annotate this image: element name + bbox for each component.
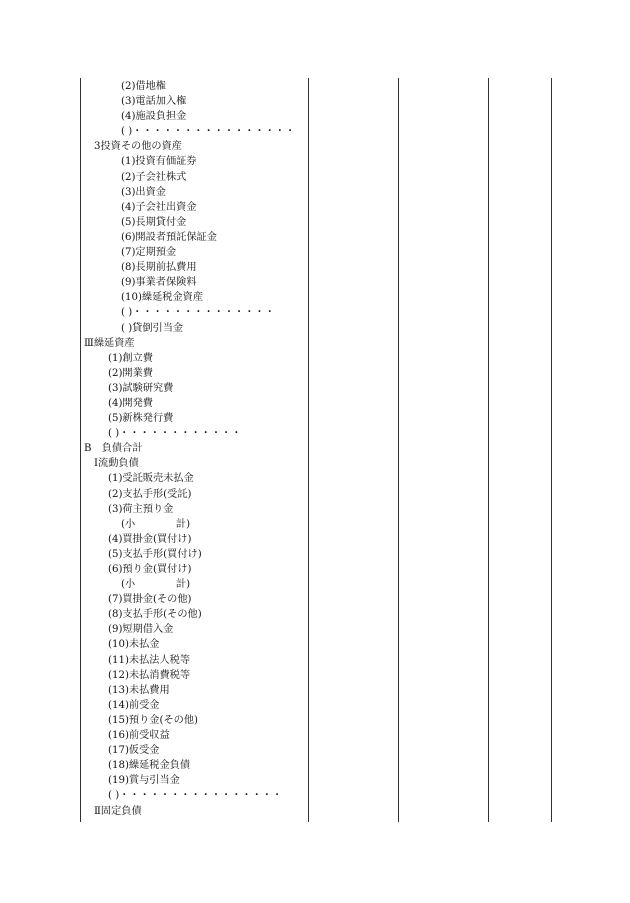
account-label: Ⅱ固定負債 [94, 805, 142, 817]
account-row [80, 804, 308, 819]
account-row [80, 154, 308, 169]
account-row [80, 351, 308, 366]
account-row [80, 728, 308, 743]
account-row [80, 230, 308, 245]
account-label: (5)長期貸付金 [121, 216, 187, 228]
account-label: (8)長期前払費用 [121, 262, 197, 274]
account-row [80, 245, 308, 260]
account-label: ( )・・・・・・・・・・・・・・・・ [121, 126, 296, 138]
account-row [80, 562, 308, 577]
account-row [80, 200, 308, 215]
account-label: ( )・・・・・・・・・・・・・・・・ [108, 790, 283, 802]
account-row [80, 441, 308, 456]
account-row [80, 502, 308, 517]
account-items-column [80, 79, 308, 819]
account-label: (3)出資金 [121, 186, 166, 198]
account-label: (1)受託販売未払金 [108, 473, 194, 485]
account-label: (12)未払消費税等 [108, 669, 191, 681]
account-label: ( )貸倒引当金 [121, 322, 184, 334]
account-row [80, 426, 308, 441]
account-label: (7)買掛金(その他) [108, 594, 192, 606]
account-row [80, 109, 308, 124]
account-label: (7)定期預金 [121, 247, 177, 259]
account-row [80, 471, 308, 486]
account-row [80, 396, 308, 411]
account-row [80, 517, 308, 532]
account-row [80, 290, 308, 305]
account-row [80, 456, 308, 471]
account-row [80, 124, 308, 139]
account-row [80, 79, 308, 94]
column-divider-2 [398, 78, 399, 822]
account-row [80, 668, 308, 683]
account-label: B 負債合計 [84, 443, 143, 455]
account-label: (8)支払手形(その他) [108, 609, 202, 621]
account-label: ( )・・・・・・・・・・・・ [108, 428, 242, 440]
account-label: (5)支払手形(買付け) [108, 548, 202, 560]
account-label: (1)投資有価証券 [121, 156, 197, 168]
account-label: (4)買掛金(買付け) [108, 533, 192, 545]
account-label: (6)開設者預託保証金 [121, 231, 217, 243]
account-row [80, 532, 308, 547]
account-label: (2)借地権 [121, 81, 166, 92]
account-label: 3投資その他の資産 [94, 141, 182, 153]
account-row [80, 653, 308, 668]
account-row [80, 336, 308, 351]
account-row [80, 275, 308, 290]
account-row [80, 94, 308, 109]
column-divider-3 [488, 78, 489, 822]
account-label: ( )・・・・・・・・・・・・・・ [121, 307, 275, 319]
account-row [80, 321, 308, 336]
account-row [80, 411, 308, 426]
account-label: (9)事業者保険料 [121, 277, 197, 289]
account-label: Ⅰ流動負債 [94, 458, 139, 470]
account-label: (3)荷主預り金 [108, 503, 174, 515]
account-row [80, 366, 308, 381]
account-row [80, 260, 308, 275]
account-label: (13)未払費用 [108, 684, 170, 696]
account-row [80, 215, 308, 230]
account-row [80, 577, 308, 592]
account-label: (2)支払手形(受託) [108, 488, 192, 500]
account-label: (小 計) [121, 579, 191, 591]
account-label: (小 計) [121, 518, 191, 530]
account-row [80, 743, 308, 758]
account-row [80, 788, 308, 803]
account-row [80, 547, 308, 562]
account-row [80, 713, 308, 728]
account-label: (2)子会社株式 [121, 171, 187, 183]
account-label: (15)預り金(その他) [108, 714, 198, 726]
account-label: (4)子会社出資金 [121, 201, 197, 213]
account-row [80, 170, 308, 185]
account-row [80, 773, 308, 788]
account-label: Ⅲ繰延資産 [84, 337, 135, 349]
account-row [80, 305, 308, 320]
column-divider-1 [308, 78, 309, 822]
account-row [80, 487, 308, 502]
account-row [80, 637, 308, 652]
account-row [80, 683, 308, 698]
account-label: (11)未払法人税等 [108, 654, 191, 666]
account-row [80, 381, 308, 396]
account-row [80, 592, 308, 607]
account-label: (3)試験研究費 [108, 382, 174, 394]
account-label: (10)未払金 [108, 639, 160, 651]
account-row [80, 185, 308, 200]
account-row [80, 139, 308, 154]
account-label: (14)前受金 [108, 699, 160, 711]
account-row [80, 607, 308, 622]
account-label: (5)新株発行費 [108, 413, 174, 425]
account-label: (9)短期借入金 [108, 624, 174, 636]
account-label: (4)施設負担金 [121, 111, 187, 123]
account-row [80, 622, 308, 637]
table-right-border [551, 78, 552, 822]
account-label: (18)繰延税金負債 [108, 760, 191, 772]
account-row [80, 698, 308, 713]
account-label: (19)賞与引当金 [108, 775, 180, 787]
account-label: (6)預り金(買付け) [108, 564, 192, 575]
account-label: (2)開業費 [108, 367, 153, 379]
account-row [80, 758, 308, 773]
account-label: (10)繰延税金資産 [121, 292, 204, 304]
account-label: (4)開発費 [108, 397, 153, 409]
account-label: (16)前受収益 [108, 730, 170, 742]
account-label: (17)仮受金 [108, 745, 160, 757]
account-label: (1)創立費 [108, 352, 153, 364]
account-label: (3)電話加入権 [121, 96, 187, 108]
